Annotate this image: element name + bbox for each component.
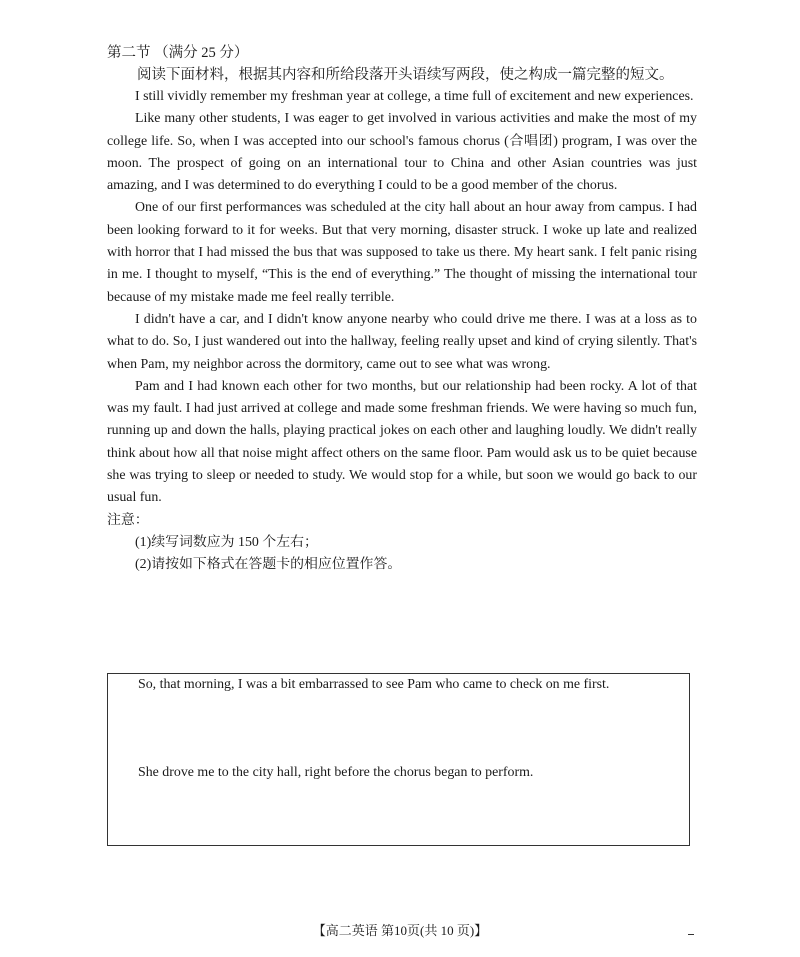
passage-paragraph-2: Like many other students, I was eager to get involved in various activities and make the most of my college life. So, when I was accepted into our school's famous chorus (合唱团) program, I was over the moon. The prospect of going on an international tour to China and other Asian countries was just amazing, and I was determined to do everything I could to be a good member of the chorus. (107, 111, 697, 194)
section-directions: 阅读下面材料，根据其内容和所给段落开头语续写两段，使之构成一篇完整的短文。 (137, 67, 674, 83)
passage (107, 86, 697, 510)
answer-box (107, 673, 690, 846)
note-item-2: (2)请按如下格式在答题卡的相应位置作答。 (135, 556, 402, 572)
notes-label: 注意： (107, 512, 149, 528)
section-title: 第二节 （满分 25 分） (107, 45, 249, 61)
passage-paragraph-3: One of our first performances was scheduled at the city hall about an hour away from campus. I had been looking forward to it for weeks. But that very morning, disaster struck. I woke up late and realized with horror that I had missed the bus that was supposed to take us there. My heart sank. I felt panic rising in me. I thought to myself, “This is the end of everything.” The thought of missing the international tour because of my mistake made me feel really terrible. (107, 200, 697, 305)
passage-paragraph-5: Pam and I had known each other for two months, but our relationship had been rocky. A lot of that was my fault. I had just arrived at college and made some freshman friends. We were having so much fun, running up and down the halls, playing practical jokes on each other and laughing loudly. We didn't really think about how all that noise might affect others on the same floor. Pam would ask us to be quiet because she was trying to sleep or needed to study. We would stop for a while, but soon we would go back to our usual fun. (107, 378, 697, 506)
note-item-1: (1)续写词数应为 150 个左右； (135, 534, 318, 550)
page-footer: 【高二英语 第10页(共 10 页)】 (312, 923, 488, 938)
passage-paragraph-1: I still vividly remember my freshman year at college, a time full of excitement and new experiences. (135, 89, 694, 104)
exam-page (107, 42, 697, 576)
page-mark (688, 934, 694, 935)
paragraph-opener-2: She drove me to the city hall, right before the chorus began to perform. (138, 765, 534, 780)
passage-paragraph-4: I didn't have a car, and I didn't know anyone nearby who could drive me there. I was at a loss as to what to do. So, I just wandered out into the hallway, feeling really upset and kind of crying silently. That's when Pam, my neighbor across the dormitory, came out to see what was wrong. (107, 311, 697, 372)
paragraph-opener-1: So, that morning, I was a bit embarrassed to see Pam who came to check on me first. (138, 677, 610, 692)
